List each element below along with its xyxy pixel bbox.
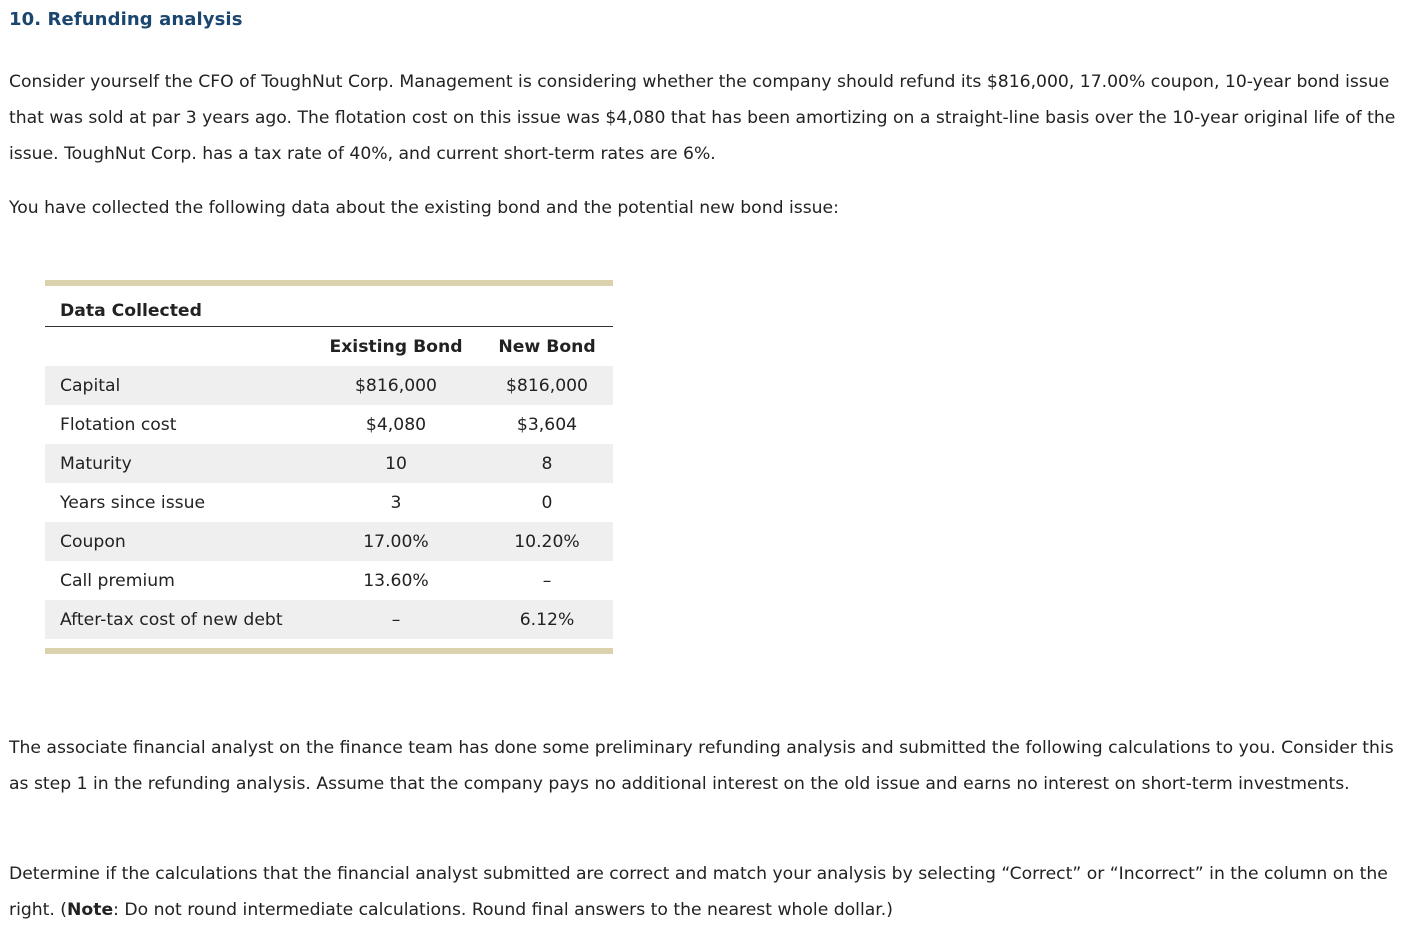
- table-row-after-tax-cost: [45, 600, 613, 639]
- header-existing-bond: Existing Bond: [329, 336, 463, 357]
- row-label: Call premium: [60, 570, 175, 591]
- instructions-text-start: Determine if the calculations that the financial analyst submitted are correct and match your analysis by selecting “Correct” or “Incorrect” in the column on the right. (: [9, 864, 1388, 920]
- table-row-capital: [45, 366, 613, 405]
- row-label: Maturity: [60, 453, 132, 474]
- table-header-row: [45, 327, 613, 366]
- table-row-call-premium: [45, 561, 613, 600]
- intro-paragraph: Consider yourself the CFO of ToughNut Corp. Management is considering whether the company should refund its $816,000, 17.00% coupon, 10-year bond issue that was sold at par 3 years ago. The flotation cost on this issue was $4,080 that has been amortizing on a straight-line basis over the 10-year original life of the issue. ToughNut Corp. has a tax rate of 40%, and current short-term rates are 6%.: [9, 72, 1396, 164]
- new-bond-value: 8: [541, 453, 553, 474]
- existing-bond-value: –: [391, 609, 401, 630]
- existing-bond-value: 10: [385, 453, 407, 474]
- existing-bond-value: 13.60%: [363, 570, 429, 591]
- note-label: Note: [67, 900, 114, 920]
- row-label: Coupon: [60, 531, 126, 552]
- table-row-maturity: [45, 444, 613, 483]
- new-bond-value: $816,000: [505, 375, 588, 396]
- data-collected-table: [45, 280, 613, 654]
- existing-bond-value: $816,000: [354, 375, 437, 396]
- existing-bond-value: 17.00%: [363, 531, 429, 552]
- instructions-paragraph: [9, 856, 1399, 928]
- new-bond-value: 10.20%: [514, 531, 580, 552]
- table-caption: Data Collected: [45, 286, 613, 327]
- table-row-coupon: [45, 522, 613, 561]
- row-label: After-tax cost of new debt: [60, 609, 283, 630]
- new-bond-value: –: [542, 570, 552, 591]
- row-label: Capital: [60, 375, 121, 396]
- new-bond-value: $3,604: [516, 414, 578, 435]
- question-title: 10. Refunding analysis: [9, 9, 243, 30]
- table-row-years-since-issue: [45, 483, 613, 522]
- row-label: Flotation cost: [60, 414, 177, 435]
- existing-bond-value: 3: [390, 492, 402, 513]
- instructions-text-end: : Do not round intermediate calculations. Round final answers to the nearest whole dollar.): [113, 900, 893, 920]
- row-label: Years since issue: [60, 492, 206, 513]
- header-new-bond: New Bond: [498, 336, 596, 357]
- data-intro-paragraph: You have collected the following data about the existing bond and the potential new bond issue:: [9, 198, 839, 218]
- table-row-flotation-cost: [45, 405, 613, 444]
- new-bond-value: 6.12%: [519, 609, 575, 630]
- analysis-paragraph: The associate financial analyst on the finance team has done some preliminary refunding analysis and submitted the following calculations to you. Consider this as step 1 in the refunding analysis. Assume that the company pays no additional interest on the old issue and earns no interest on short-term investments.: [9, 738, 1394, 794]
- existing-bond-value: $4,080: [365, 414, 427, 435]
- new-bond-value: 0: [541, 492, 553, 513]
